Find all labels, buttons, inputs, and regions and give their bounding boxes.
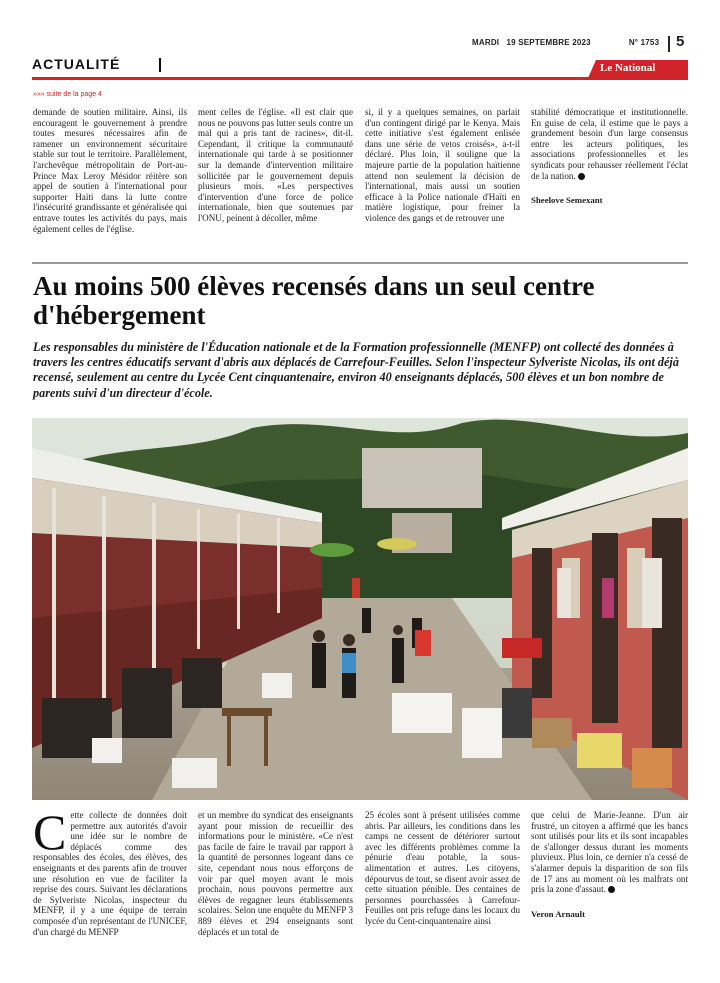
section-title: ACTUALITÉ — [32, 56, 121, 72]
prev-author: Sheelove Semexant — [531, 195, 603, 206]
end-mark-icon — [578, 173, 585, 180]
issue-number: N° 1753 — [628, 38, 660, 47]
issue-date: 19 SEPTEMBRE 2023 — [506, 38, 591, 47]
continued-note: »»» suite de la page 4 — [33, 91, 102, 98]
prev-column-4 — [531, 107, 688, 206]
brand-name: Le National — [600, 62, 656, 74]
article-column-1 — [33, 804, 187, 937]
article-column-3-text: 25 écoles sont à présent utilisées comme abris. Par ailleurs, les conditions dans les camps ne cessent de détériorer surtout avec les différents problèmes comme la pénurie d'eau potable, la sous-alimentation et autres. Les citoyens, dépourvus de tout, se disent avoir assez de cette situation pénible. Des centaines de personnes pourchassées à Carrefour-Feuilles ont pris refuge dans les locaux du lycée du Cent-cinquantenaire ainsi — [365, 810, 520, 926]
issue-meta — [472, 38, 659, 47]
prev-column-4-body: stabilité démocratique et institutionnelle. En guise de cela, il estime que le pays a grandement besoin d'un large consensus entre les acteurs politiques, les associations professionnelles et les syndicats pour rehausser réellement l'éclat de la nation. — [531, 107, 688, 181]
prev-column-4-text — [531, 107, 688, 181]
page-separator — [668, 36, 670, 52]
article-column-2-text: et un membre du syndicat des enseignants ayant pour mission de recueillir des informations pour le ministère. «Ce n'est pas facile de faire le travail par rapport à la quantité de personnes logeant dans ce site, cependant nous nous efforçons de voir par quel moyen avant le mois prochain, nous pouvons permettre aux élèves de regagner leurs établissements scolaires. Selon une enquête du MENFP 3 889 élèves et 294 enseignants sont déplacés et un total de — [198, 810, 353, 937]
article-lede: Les responsables du ministère de l'Éducation nationale et de la Formation professionnelle (MENFP) ont collecté des données à travers les centres éducatifs servant d'abris aux déplacés de Carrefour-Feuilles. Selon l'inspecteur Sylveriste Nicolas, ils ont déjà recensé, seulement au centre du Lycée Cent cinquantenaire, environ 40 enseignants déplacés, 500 élèves et un bon nombre de parents suivi d'un directeur d'école. — [33, 340, 679, 400]
prev-column-1-text: demande de soutien militaire. Ainsi, ils encouragent le gouvernement à prendre toutes mesures nécessaires afin de ramener un environnement sécuritaire stable sur tout le territoire. Parallèlement, l'archevêque métropolitain de Port-au-Prince Max Leroy Mésidor réitère son appel de soutien à l'international pour supporter Haïti dans la lutte contre l'insécurité grandissante et généralisée qui entrave toutes les activités du pays, mais également celles de l'église. — [33, 107, 187, 234]
prev-column-3-text: si, il y a quelques semaines, on parlait d'un contingent dirigé par le Kenya. Mais cette initiative s'est également enlisée dans une série de vetos croisés», a-t-il déclaré. Plus loin, il souligne que la majeure partie de la population haïtienne attend non seulement la décision de l'international, mais aussi un soutien efficace à la Police nationale d'Haïti en matière logistique, pour freiner la violence des gangs et de retrouver une — [365, 107, 520, 223]
prev-column-2-text: ment celles de l'église. «Il est clair que nous ne pouvons pas lutter seuls contre un mal qui a pris tant de racines», dit-il. Cependant, il critique la communauté internationale qui tarde à se positionner sur la demande d'intervention militaire sollicitée par le gouvernement depuis plusieurs mois. «Les perspectives d'intervention d'une force de police internationale, bien que soutenues par l'ONU, peinent à décoller, même — [198, 107, 353, 223]
prev-column-1 — [33, 107, 187, 234]
article-column-1-text — [33, 804, 187, 937]
camp-scene-image — [32, 418, 688, 800]
article-divider — [32, 262, 688, 264]
article-column-4-body: que celui de Marie-Jeanne. D'un air frustré, un citoyen a affirmé que les bancs sont utilisés pour lits et ils sont incapables de s'allonger dessus durant les moments pluvieux. Plus loin, ce dernier n'a cessé de s'alarmer depuis la disparition de son fils de 17 ans au moment où les malfrats ont pris la zone d'assaut. — [531, 810, 688, 895]
prev-column-2 — [198, 107, 353, 224]
article-author: Veron Arnault — [531, 908, 586, 919]
section-divider — [159, 58, 161, 72]
issue-day: MARDI — [472, 38, 500, 47]
prev-column-3 — [365, 107, 520, 224]
article-column-4 — [531, 810, 688, 919]
article-column-1-body: ette collecte de données doit permettre aux autorités d'avoir une idée sur le nombre de déplacés comme des responsables des écoles, des élèves, des enseignants et des parents afin de trouver une résolution en vue de faciliter la reprise des cours. Suivant les déclarations de Sylveriste Nicolas, inspecteur du MENFP, il y a une équipe de terrain composée d'un représentant de l'UNICEF, d'un chargé du MENFP — [33, 810, 187, 937]
article-photo — [32, 418, 688, 800]
article-headline: Au moins 500 élèves recensés dans un seul centre d'hébergement — [33, 271, 595, 330]
end-mark-icon — [608, 886, 615, 893]
page-number: 5 — [676, 33, 685, 50]
article-column-4-text — [531, 810, 688, 895]
article-column-3 — [365, 810, 520, 927]
header-rule — [32, 77, 688, 80]
drop-cap: C — [33, 804, 67, 860]
article-column-2 — [198, 810, 353, 937]
